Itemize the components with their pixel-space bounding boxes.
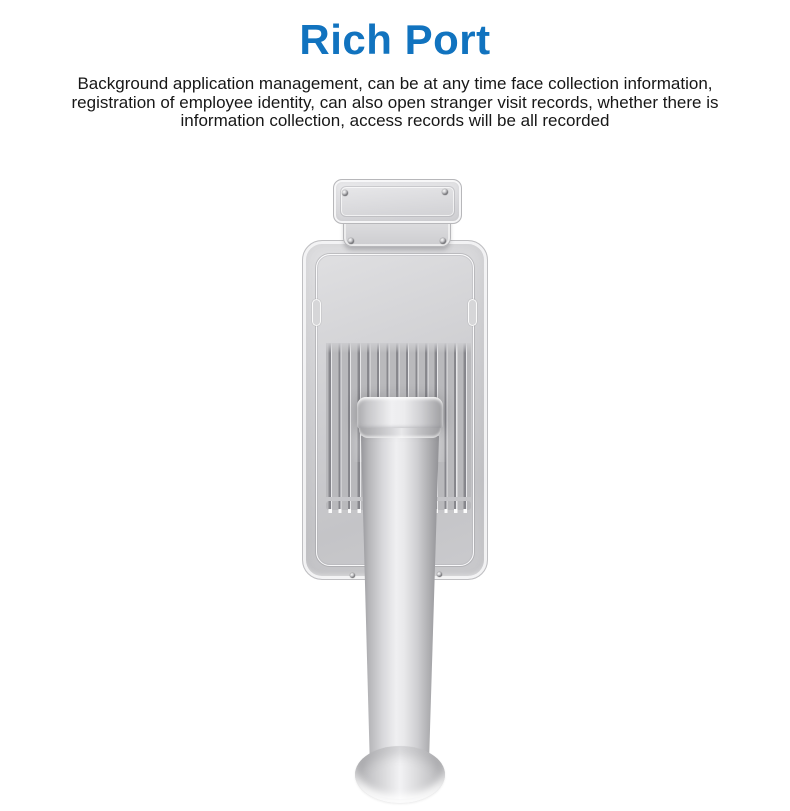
description-line-3: information collection, access records will be all recorded [180,111,610,130]
panel-notch-left [312,299,321,326]
panel-notch-right [468,299,477,326]
screw-icon [350,573,355,578]
page-title: Rich Port [299,16,491,63]
pole-collar-lip [359,428,441,438]
screw-icon [342,190,348,196]
description-line-1: Background application management, can be at any time face collection information, [77,74,713,93]
screw-icon [437,572,442,577]
support-pole [361,436,439,754]
mount-bracket-inner-line [340,186,455,217]
pole-base [355,746,445,803]
screw-icon [440,238,446,244]
screw-icon [442,189,448,195]
screw-icon [348,238,354,244]
pole-collar [357,397,443,429]
description-line-2: registration of employee identity, can also open stranger visit records, whether there is [71,92,719,112]
